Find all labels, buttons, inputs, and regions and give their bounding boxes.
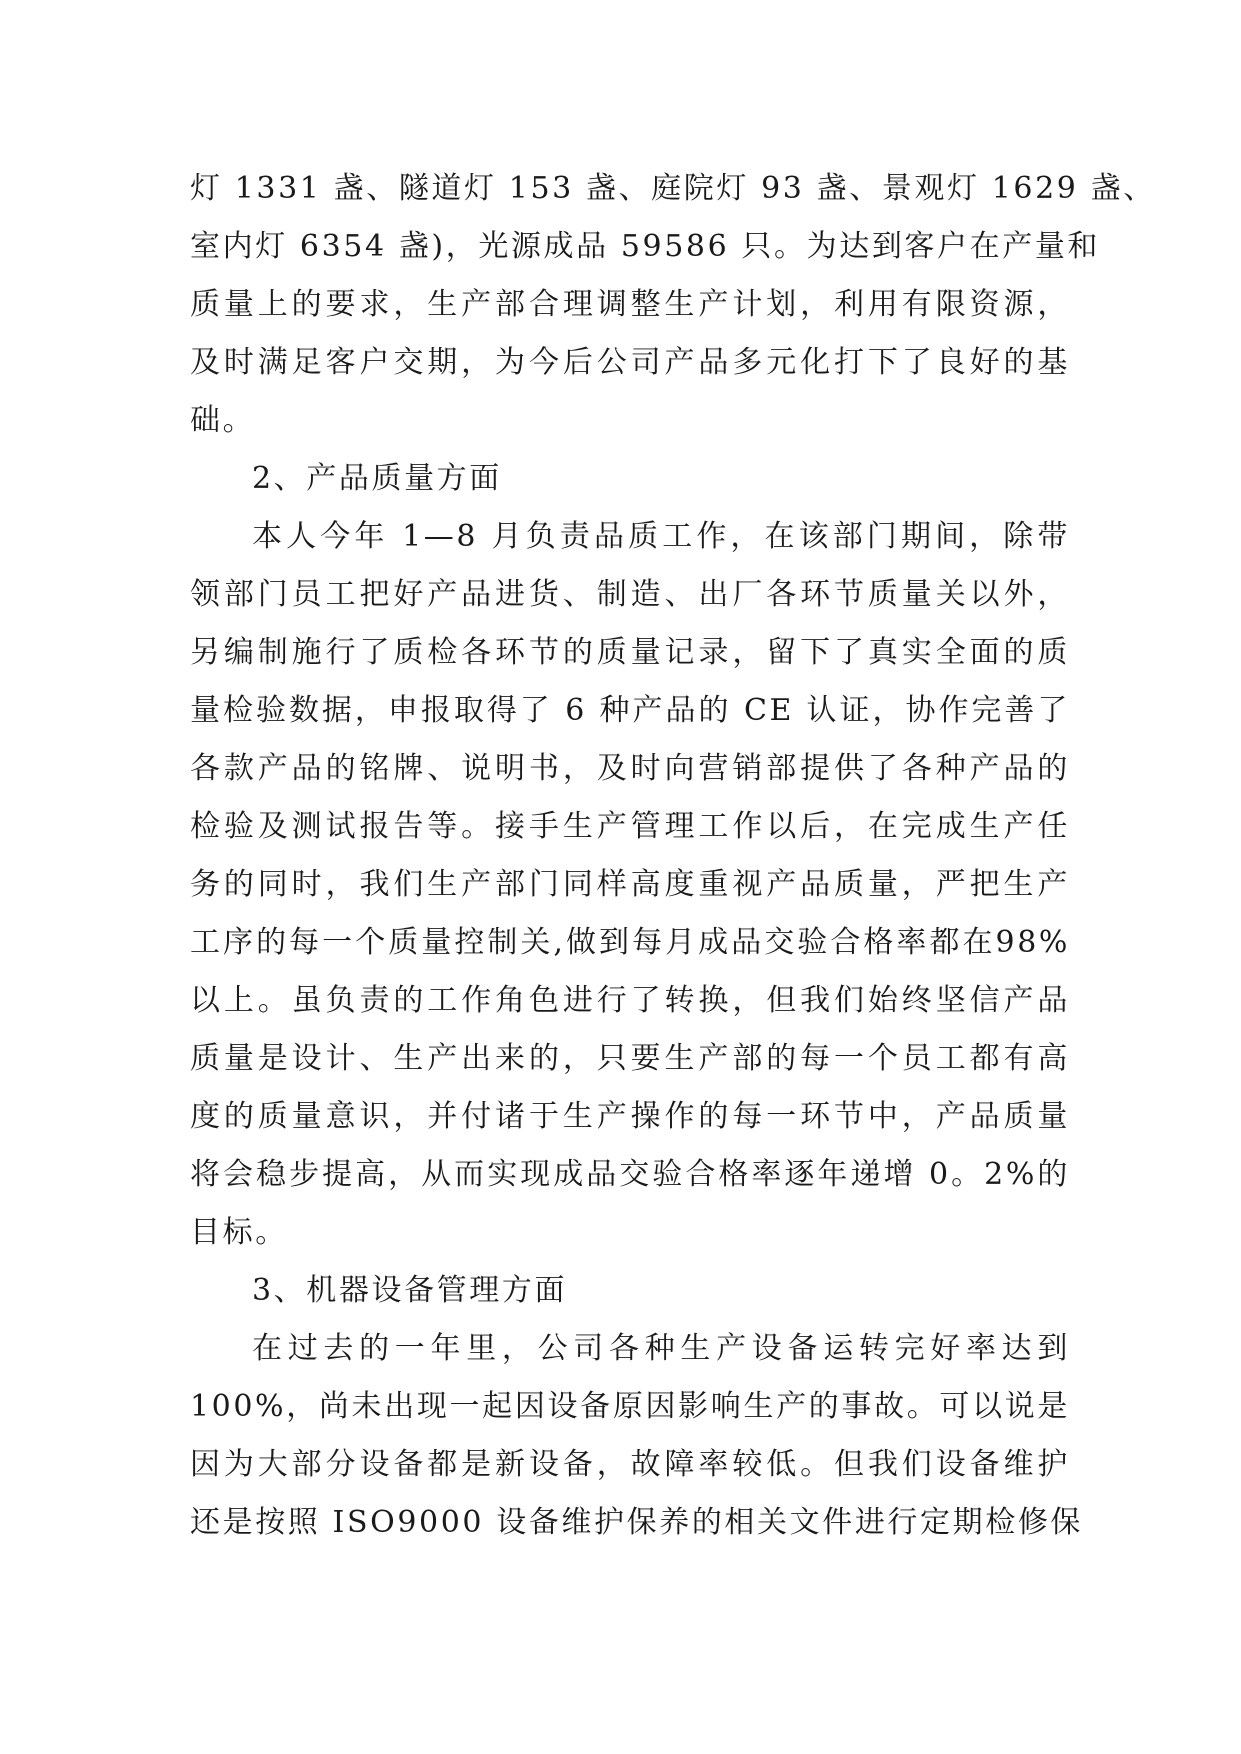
section-heading: 3、机器设备管理方面 (252, 1273, 568, 1308)
text-line: 将会稳步提高，从而实现成品交验合格率逐年递增 0。2%的 (190, 1157, 1070, 1192)
text-line: 在过去的一年里，公司各种生产设备运转完好率达到 (252, 1331, 1070, 1366)
text-line: 另编制施行了质检各环节的质量记录，留下了真实全面的质 (190, 635, 1070, 670)
section-heading: 2、产品质量方面 (252, 461, 502, 496)
text-line: 质量上的要求，生产部合理调整生产计划，利用有限资源， (190, 287, 1070, 322)
text-line: 以上。虽负责的工作角色进行了转换，但我们始终坚信产品 (190, 983, 1070, 1018)
text-line: 室内灯 6354 盏)，光源成品 59586 只。为达到客户在产量和 (190, 229, 1101, 264)
text-line: 因为大部分设备都是新设备，故障率较低。但我们设备维护 (190, 1447, 1070, 1482)
text-line: 度的质量意识，并付诸于生产操作的每一环节中，产品质量 (190, 1099, 1070, 1134)
text-line: 质量是设计、生产出来的，只要生产部的每一个员工都有高 (190, 1041, 1070, 1076)
text-line: 100%，尚未出现一起因设备原因影响生产的事故。可以说是 (190, 1389, 1070, 1424)
text-line: 目标。 (190, 1215, 288, 1250)
text-line: 领部门员工把好产品进货、制造、出厂各环节质量关以外， (190, 577, 1070, 612)
text-line: 各款产品的铭牌、说明书，及时向营销部提供了各种产品的 (190, 751, 1070, 786)
text-line: 础。 (190, 403, 256, 438)
body-text (190, 160, 1156, 1552)
text-line: 工序的每一个质量控制关,做到每月成品交验合格率都在98% (190, 925, 1070, 960)
text-line: 量检验数据，申报取得了 6 种产品的 CE 认证，协作完善了 (190, 693, 1070, 728)
text-line: 检验及测试报告等。接手生产管理工作以后，在完成生产任 (190, 809, 1070, 844)
text-line: 及时满足客户交期，为今后公司产品多元化打下了良好的基 (190, 345, 1070, 380)
text-line: 本人今年 1—8 月负责品质工作，在该部门期间，除带 (252, 519, 1070, 554)
text-line: 务的同时，我们生产部门同样高度重视产品质量，严把生产 (190, 867, 1070, 902)
text-line: 灯 1331 盏、隧道灯 153 盏、庭院灯 93 盏、景观灯 1629 盏、 (190, 171, 1156, 206)
text-line: 还是按照 ISO9000 设备维护保养的相关文件进行定期检修保 (190, 1505, 1084, 1540)
